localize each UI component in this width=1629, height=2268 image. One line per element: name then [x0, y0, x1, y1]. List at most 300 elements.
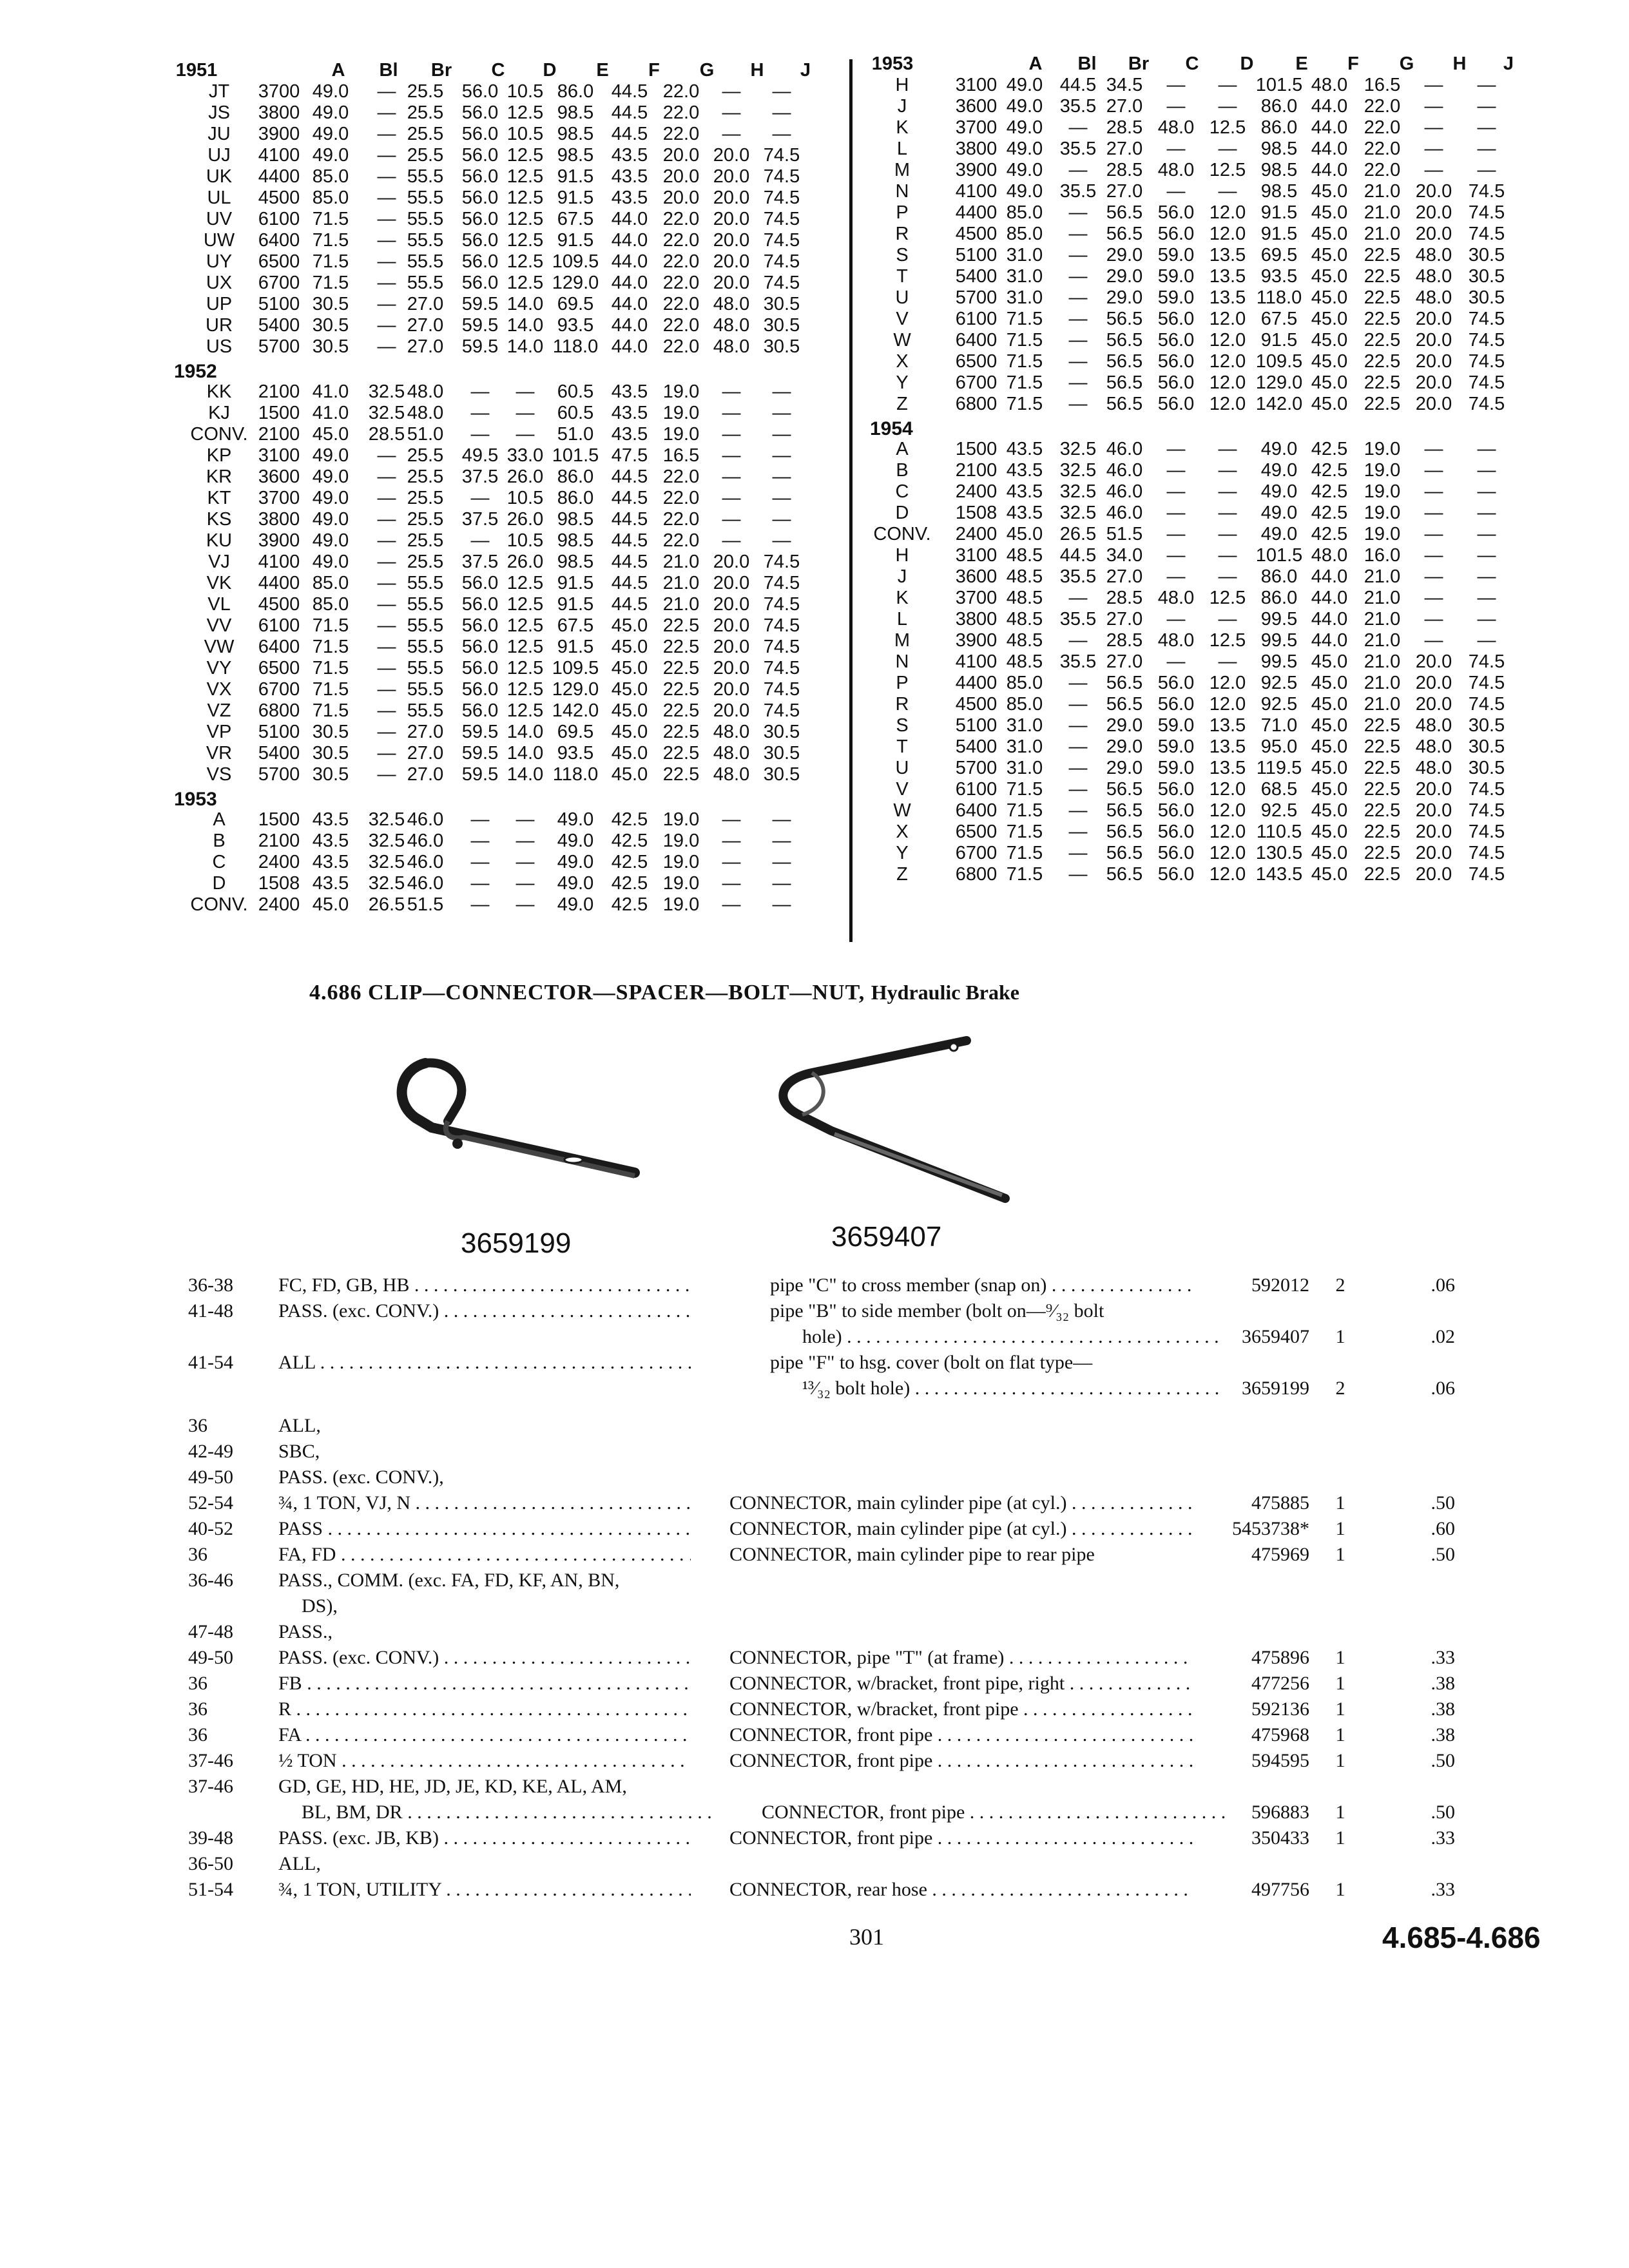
- table-cell: 44.0: [611, 273, 648, 293]
- table-cell: 44.0: [1311, 96, 1348, 117]
- table-cell: 25.5: [407, 552, 444, 572]
- table-cell: —: [516, 403, 535, 423]
- table-cell: 91.5: [557, 637, 594, 657]
- model-code: S: [896, 715, 909, 736]
- table-cell: 21.0: [1364, 694, 1401, 715]
- year-range: 36-50: [188, 1853, 233, 1874]
- section-title: 4.686 CLIP—CONNECTOR—SPACER—BOLT—NUT,: [309, 981, 865, 1004]
- part-description: CONNECTOR, main cylinder pipe (at cyl.) . . .: [729, 1490, 1193, 1516]
- year-range: 39-48: [188, 1827, 233, 1849]
- model-code: VJ: [208, 552, 230, 572]
- table-cell: 93.5: [1260, 266, 1298, 287]
- year-subheading: 1953: [174, 789, 217, 810]
- table-cell: 22.5: [1364, 372, 1401, 393]
- table-cell: 71.5: [1006, 351, 1043, 372]
- table-cell: —: [772, 124, 791, 144]
- page-number: 301: [849, 1924, 884, 1950]
- part-number: 350433: [1251, 1827, 1309, 1849]
- table-cell: 32.5: [1059, 460, 1097, 481]
- table-cell: 20.0: [713, 273, 750, 293]
- table-cell: —: [1068, 372, 1088, 393]
- table-cell: 45.0: [611, 615, 648, 636]
- application: R . . .: [278, 1696, 691, 1722]
- table-cell: 42.5: [1311, 481, 1348, 502]
- table-cell: —: [1218, 566, 1237, 587]
- table-cell: 22.0: [662, 209, 700, 229]
- table-cell: —: [377, 679, 396, 700]
- table-cell: 56.5: [1106, 330, 1143, 351]
- table-cell: 12.0: [1209, 800, 1246, 821]
- column-heading: C: [491, 60, 505, 81]
- table-cell: —: [377, 658, 396, 678]
- table-cell: 68.5: [1260, 779, 1298, 800]
- table-cell: —: [1166, 139, 1186, 159]
- table-cell: —: [1218, 75, 1237, 95]
- table-cell: 35.5: [1059, 139, 1097, 159]
- table-cell: 12.5: [506, 679, 544, 700]
- table-cell: —: [772, 466, 791, 487]
- year-range: 36: [188, 1673, 207, 1694]
- table-cell: 59.5: [461, 722, 499, 742]
- table-cell: —: [722, 466, 741, 487]
- table-cell: 92.5: [1260, 694, 1298, 715]
- model-code: CONV.: [190, 424, 248, 445]
- table-cell: 74.5: [763, 187, 800, 208]
- table-cell: 13.5: [1209, 266, 1246, 287]
- table-cell: 46.0: [1106, 481, 1143, 502]
- table-cell: 3600: [258, 466, 300, 487]
- table-cell: 22.5: [662, 743, 700, 764]
- table-cell: 3100: [258, 445, 300, 466]
- application: ½ TON . . .: [278, 1748, 691, 1774]
- table-cell: 20.0: [713, 658, 750, 678]
- table-cell: 16.5: [1364, 75, 1401, 95]
- table-cell: 16.5: [662, 445, 700, 466]
- year-range: 42-49: [188, 1441, 233, 1462]
- table-cell: 56.0: [461, 230, 499, 251]
- table-cell: 45.0: [611, 637, 648, 657]
- table-cell: —: [1424, 460, 1443, 481]
- table-cell: 56.5: [1106, 800, 1143, 821]
- table-cell: 30.5: [312, 315, 349, 336]
- table-cell: 74.5: [763, 273, 800, 293]
- table-cell: 101.5: [1255, 545, 1303, 566]
- table-cell: —: [470, 403, 490, 423]
- table-cell: 59.5: [461, 294, 499, 314]
- table-cell: 26.5: [368, 894, 405, 915]
- table-cell: —: [377, 615, 396, 636]
- table-cell: 69.5: [557, 722, 594, 742]
- table-cell: 85.0: [312, 594, 349, 615]
- model-code: UW: [203, 230, 235, 251]
- table-cell: 48.5: [1006, 588, 1043, 608]
- table-cell: 41.0: [312, 381, 349, 402]
- model-code: D: [212, 873, 226, 894]
- table-cell: 22.0: [1364, 117, 1401, 138]
- table-cell: —: [772, 81, 791, 102]
- table-cell: 59.5: [461, 743, 499, 764]
- application: FA . . .: [278, 1722, 691, 1748]
- table-cell: 74.5: [1468, 351, 1505, 372]
- table-cell: 3800: [955, 139, 998, 159]
- table-cell: 91.5: [557, 594, 594, 615]
- model-code: VY: [206, 658, 232, 678]
- table-cell: 26.0: [506, 552, 544, 572]
- application: ALL . . .: [278, 1350, 691, 1376]
- table-cell: 27.0: [1106, 609, 1143, 629]
- application: ¾, 1 TON, UTILITY . . .: [278, 1877, 691, 1903]
- table-cell: —: [1068, 330, 1088, 351]
- table-cell: 45.0: [1311, 351, 1348, 372]
- table-cell: 56.5: [1106, 864, 1143, 885]
- table-cell: —: [516, 424, 535, 445]
- model-code: K: [896, 117, 909, 138]
- table-cell: 31.0: [1006, 736, 1043, 757]
- table-cell: —: [1166, 481, 1186, 502]
- model-code: X: [896, 822, 909, 842]
- table-cell: 44.5: [1059, 545, 1097, 566]
- table-cell: 74.5: [763, 615, 800, 636]
- table-cell: 12.0: [1209, 864, 1246, 885]
- table-cell: —: [1477, 609, 1496, 629]
- table-cell: —: [377, 315, 396, 336]
- quantity: 1: [1335, 1673, 1345, 1694]
- table-cell: 74.5: [763, 637, 800, 657]
- table-cell: 71.5: [1006, 309, 1043, 329]
- table-cell: 32.5: [1059, 503, 1097, 523]
- table-cell: 20.0: [1415, 843, 1452, 863]
- table-cell: 2400: [258, 894, 300, 915]
- table-cell: —: [1166, 75, 1186, 95]
- table-cell: 49.0: [312, 124, 349, 144]
- table-cell: 129.0: [552, 273, 599, 293]
- quantity: 1: [1335, 1326, 1345, 1347]
- table-cell: 6400: [258, 637, 300, 657]
- table-cell: —: [1477, 96, 1496, 117]
- table-cell: 85.0: [312, 187, 349, 208]
- table-cell: 22.0: [662, 230, 700, 251]
- table-cell: 74.5: [1468, 309, 1505, 329]
- table-cell: —: [1068, 822, 1088, 842]
- table-cell: 55.5: [407, 230, 444, 251]
- table-cell: —: [1477, 481, 1496, 502]
- table-cell: 43.5: [611, 403, 648, 423]
- table-cell: —: [1424, 524, 1443, 544]
- quantity: 2: [1335, 1274, 1345, 1296]
- table-cell: 46.0: [1106, 439, 1143, 459]
- table-cell: 56.0: [461, 209, 499, 229]
- table-cell: —: [1477, 460, 1496, 481]
- table-cell: 19.0: [662, 852, 700, 872]
- table-cell: 12.5: [506, 615, 544, 636]
- table-cell: 25.5: [407, 509, 444, 530]
- table-cell: —: [377, 488, 396, 508]
- table-cell: 20.0: [1415, 394, 1452, 414]
- table-cell: 56.0: [1157, 822, 1195, 842]
- quantity: 1: [1335, 1492, 1345, 1514]
- application: BL, BM, DR . . .: [278, 1800, 714, 1825]
- table-cell: 28.5: [1106, 588, 1143, 608]
- clip-3659407-illustration: [754, 1024, 1025, 1211]
- table-cell: 56.0: [1157, 394, 1195, 414]
- table-cell: 20.0: [1415, 864, 1452, 885]
- table-cell: 22.0: [1364, 96, 1401, 117]
- table-cell: 71.5: [312, 209, 349, 229]
- table-cell: 19.0: [662, 381, 700, 402]
- table-cell: 55.5: [407, 209, 444, 229]
- table-cell: 48.5: [1006, 609, 1043, 629]
- quantity: 1: [1335, 1698, 1345, 1720]
- table-cell: 49.0: [1260, 524, 1298, 544]
- table-cell: 30.5: [763, 336, 800, 357]
- part-description: CONNECTOR, front pipe . . .: [729, 1722, 1193, 1748]
- table-cell: 91.5: [557, 230, 594, 251]
- table-cell: 12.5: [506, 573, 544, 593]
- table-cell: 56.0: [1157, 202, 1195, 223]
- table-cell: 32.5: [368, 381, 405, 402]
- table-cell: —: [772, 424, 791, 445]
- table-cell: 56.5: [1106, 822, 1143, 842]
- table-cell: 44.0: [1311, 630, 1348, 651]
- table-cell: —: [1166, 566, 1186, 587]
- table-cell: —: [470, 488, 490, 508]
- table-cell: —: [1477, 630, 1496, 651]
- table-cell: 56.0: [461, 679, 499, 700]
- table-cell: 22.0: [1364, 160, 1401, 180]
- table-cell: 44.5: [611, 594, 648, 615]
- table-cell: 20.0: [1415, 181, 1452, 202]
- table-cell: 71.5: [312, 679, 349, 700]
- table-cell: —: [377, 764, 396, 785]
- table-cell: 22.0: [662, 466, 700, 487]
- table-cell: 56.5: [1106, 779, 1143, 800]
- table-cell: 48.5: [1006, 566, 1043, 587]
- table-cell: 86.0: [1260, 96, 1298, 117]
- table-cell: 48.0: [713, 294, 750, 314]
- table-cell: 42.5: [1311, 503, 1348, 523]
- model-code: VZ: [207, 700, 231, 721]
- table-cell: 20.0: [662, 145, 700, 166]
- table-cell: 37.5: [461, 552, 499, 572]
- model-code: A: [213, 809, 226, 830]
- table-cell: 45.0: [1311, 224, 1348, 244]
- table-cell: 19.0: [1364, 439, 1401, 459]
- model-code: M: [894, 630, 911, 651]
- table-cell: 49.5: [461, 445, 499, 466]
- table-cell: 26.0: [506, 509, 544, 530]
- table-cell: 25.5: [407, 530, 444, 551]
- table-cell: 49.0: [312, 552, 349, 572]
- table-cell: 45.0: [1311, 715, 1348, 736]
- model-code: VK: [206, 573, 232, 593]
- table-cell: —: [772, 831, 791, 851]
- table-cell: —: [516, 809, 535, 830]
- table-cell: —: [1424, 75, 1443, 95]
- table-cell: 44.5: [611, 530, 648, 551]
- table-cell: 25.5: [407, 145, 444, 166]
- table-cell: 49.0: [312, 102, 349, 123]
- table-cell: 44.0: [611, 315, 648, 336]
- table-cell: 5400: [955, 266, 998, 287]
- table-cell: 45.0: [312, 424, 349, 445]
- table-cell: 60.5: [557, 403, 594, 423]
- price: .50: [1431, 1544, 1455, 1565]
- table-cell: 59.0: [1157, 758, 1195, 778]
- table-cell: 56.0: [1157, 351, 1195, 372]
- table-cell: 4500: [258, 594, 300, 615]
- part-number: 592012: [1251, 1274, 1309, 1296]
- table-cell: —: [377, 336, 396, 357]
- table-cell: 44.0: [611, 209, 648, 229]
- table-cell: 20.0: [1415, 651, 1452, 672]
- table-cell: 56.0: [461, 637, 499, 657]
- table-cell: —: [1218, 181, 1237, 202]
- table-cell: 56.5: [1106, 372, 1143, 393]
- model-code: D: [895, 503, 909, 523]
- table-cell: 12.5: [1209, 117, 1246, 138]
- table-cell: —: [722, 124, 741, 144]
- table-cell: 12.5: [506, 700, 544, 721]
- table-cell: 5400: [955, 736, 998, 757]
- table-cell: 55.5: [407, 166, 444, 187]
- table-cell: 56.5: [1106, 224, 1143, 244]
- table-cell: 3800: [258, 509, 300, 530]
- table-cell: 22.5: [1364, 779, 1401, 800]
- table-cell: 49.0: [557, 809, 594, 830]
- table-cell: 45.0: [1311, 202, 1348, 223]
- table-cell: —: [1166, 460, 1186, 481]
- table-cell: 3700: [258, 488, 300, 508]
- table-cell: 20.0: [1415, 800, 1452, 821]
- table-cell: 74.5: [1468, 372, 1505, 393]
- table-cell: 85.0: [312, 166, 349, 187]
- table-cell: 22.5: [1364, 715, 1401, 736]
- table-cell: 49.0: [1260, 481, 1298, 502]
- part-description: pipe "C" to cross member (snap on) . . .: [770, 1273, 1192, 1298]
- table-cell: 49.0: [312, 530, 349, 551]
- table-cell: 142.0: [552, 700, 599, 721]
- table-cell: 35.5: [1059, 96, 1097, 117]
- table-cell: 19.0: [1364, 460, 1401, 481]
- year-range: 47-48: [188, 1621, 233, 1642]
- table-cell: —: [470, 873, 490, 894]
- column-heading: H: [750, 60, 764, 81]
- model-code: B: [213, 831, 226, 851]
- table-cell: 74.5: [1468, 330, 1505, 351]
- table-cell: 71.5: [1006, 800, 1043, 821]
- table-cell: 86.0: [557, 488, 594, 508]
- model-code: VW: [204, 637, 235, 657]
- table-cell: —: [772, 873, 791, 894]
- table-cell: 12.5: [1209, 630, 1246, 651]
- table-cell: 5700: [258, 336, 300, 357]
- column-heading: E: [596, 60, 609, 81]
- table-cell: 46.0: [407, 809, 444, 830]
- table-cell: 22.5: [1364, 758, 1401, 778]
- table-cell: 56.0: [461, 273, 499, 293]
- table-cell: 5100: [258, 722, 300, 742]
- year-range: 37-46: [188, 1750, 233, 1771]
- table-cell: 45.0: [1311, 266, 1348, 287]
- table-cell: 45.0: [611, 700, 648, 721]
- table-cell: 99.5: [1260, 630, 1298, 651]
- table-cell: 2100: [258, 831, 300, 851]
- table-cell: —: [377, 509, 396, 530]
- table-cell: 20.0: [713, 573, 750, 593]
- part-description: pipe "B" to side member (bolt on—⁹⁄₃₂ bolt: [770, 1300, 1104, 1321]
- table-cell: 26.0: [506, 466, 544, 487]
- table-cell: 13.5: [1209, 715, 1246, 736]
- model-code: JS: [208, 102, 230, 123]
- table-cell: 48.0: [1157, 630, 1195, 651]
- column-heading: Br: [430, 60, 452, 81]
- table-cell: 20.0: [713, 679, 750, 700]
- price: .50: [1431, 1802, 1455, 1823]
- table-cell: 21.0: [1364, 609, 1401, 629]
- table-cell: 35.5: [1059, 651, 1097, 672]
- application: GD, GE, HD, HE, JD, JE, KD, KE, AL, AM,: [278, 1776, 627, 1797]
- table-cell: 14.0: [506, 336, 544, 357]
- table-cell: 21.0: [1364, 630, 1401, 651]
- table-cell: —: [722, 424, 741, 445]
- table-cell: 43.5: [312, 831, 349, 851]
- table-cell: 85.0: [312, 573, 349, 593]
- application: FB . . .: [278, 1671, 691, 1696]
- table-cell: 30.5: [1468, 245, 1505, 265]
- table-cell: —: [1218, 481, 1237, 502]
- model-code: VL: [207, 594, 231, 615]
- table-cell: 20.0: [713, 209, 750, 229]
- table-cell: 74.5: [1468, 224, 1505, 244]
- table-cell: 12.0: [1209, 309, 1246, 329]
- application: FC, FD, GB, HB . . .: [278, 1273, 691, 1298]
- table-cell: 71.5: [312, 230, 349, 251]
- application: PASS. (exc. JB, KB) . . .: [278, 1825, 691, 1851]
- table-cell: 49.0: [312, 509, 349, 530]
- table-cell: 21.0: [1364, 651, 1401, 672]
- table-cell: —: [1068, 287, 1088, 308]
- table-cell: 59.5: [461, 764, 499, 785]
- table-cell: 25.5: [407, 445, 444, 466]
- table-cell: —: [377, 273, 396, 293]
- model-code: J: [897, 96, 907, 117]
- table-cell: 26.5: [1059, 524, 1097, 544]
- table-cell: —: [1068, 266, 1088, 287]
- table-cell: 74.5: [763, 679, 800, 700]
- table-cell: —: [1218, 524, 1237, 544]
- table-cell: 56.0: [1157, 330, 1195, 351]
- table-cell: 12.0: [1209, 822, 1246, 842]
- table-cell: 55.5: [407, 700, 444, 721]
- table-cell: 51.0: [407, 424, 444, 445]
- table-cell: 45.0: [1311, 694, 1348, 715]
- model-code: W: [893, 800, 911, 821]
- table-cell: 35.5: [1059, 609, 1097, 629]
- model-code: T: [896, 736, 908, 757]
- table-cell: —: [772, 809, 791, 830]
- table-cell: 20.0: [1415, 309, 1452, 329]
- table-cell: 1508: [258, 873, 300, 894]
- table-cell: 22.0: [662, 273, 700, 293]
- table-cell: 74.5: [763, 573, 800, 593]
- table-cell: 74.5: [763, 594, 800, 615]
- table-cell: 46.0: [1106, 460, 1143, 481]
- table-cell: —: [1424, 503, 1443, 523]
- table-cell: 44.0: [611, 336, 648, 357]
- table-cell: 20.0: [713, 552, 750, 572]
- application: PASS. (exc. CONV.) . . .: [278, 1645, 691, 1671]
- table-cell: 51.5: [1106, 524, 1143, 544]
